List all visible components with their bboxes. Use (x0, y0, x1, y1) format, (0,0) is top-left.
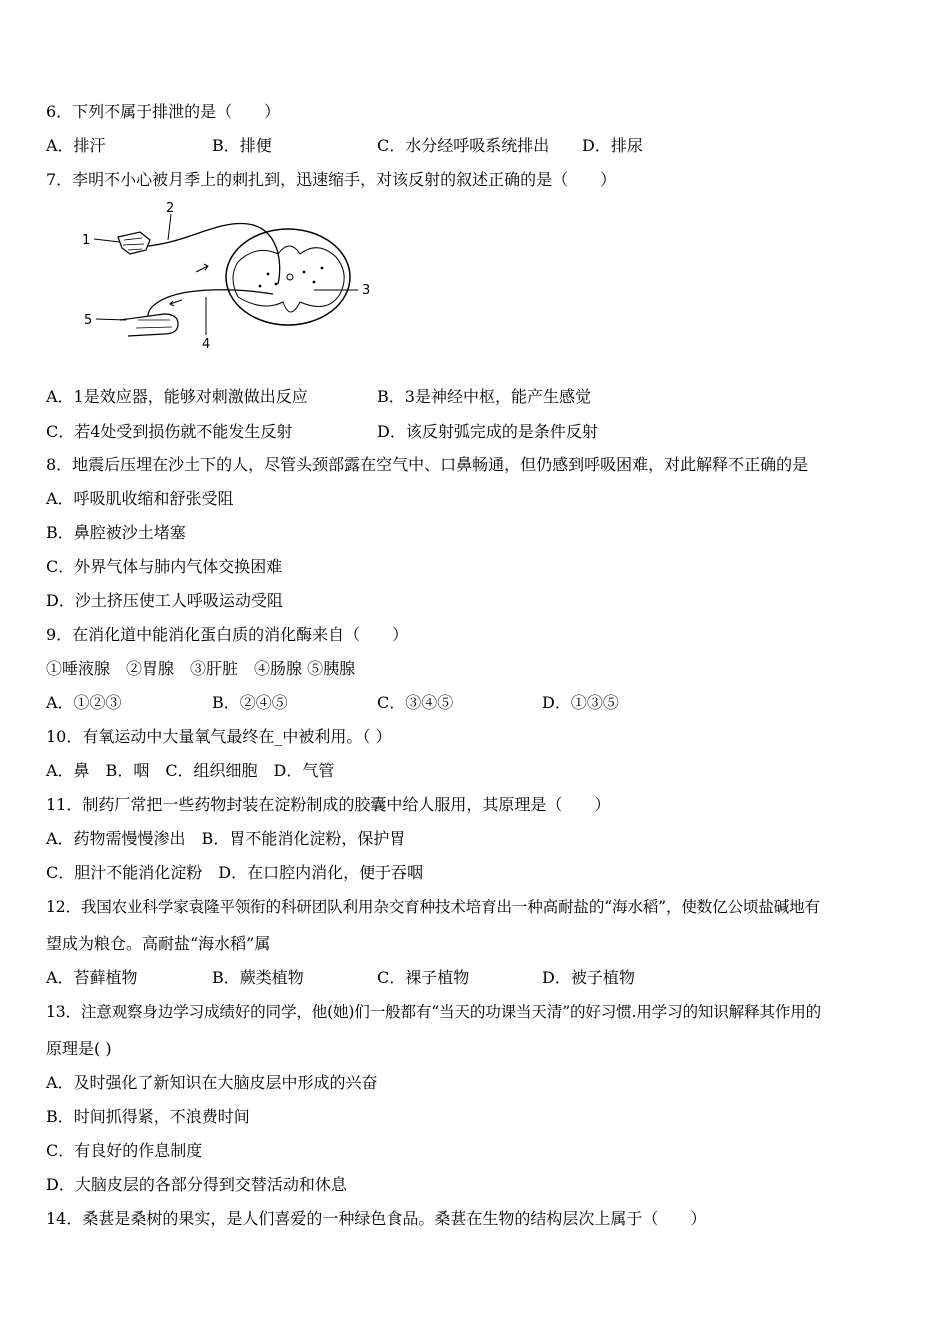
q6-option-a: A．排汗 (46, 136, 106, 155)
q12-stem-line2: 望成为粮仓。高耐盐“海水稻”属 (46, 934, 271, 953)
q11-options-line2: C．胆汁不能消化淀粉 D．在口腔内消化，便于吞咽 (46, 863, 424, 882)
q10-options: A．鼻 B．咽 C．组织细胞 D．气管 (46, 761, 335, 780)
q14-stem: 14．桑葚是桑树的果实，是人们喜爱的一种绿色食品。桑葚在生物的结构层次上属于（ ） (46, 1209, 707, 1228)
q8-option-c: C．外界气体与肺内气体交换困难 (46, 557, 283, 576)
q7-option-d: D．该反射弧完成的是条件反射 (377, 422, 598, 441)
q12-option-d: D．被子植物 (542, 968, 635, 987)
q11-stem: 11．制药厂常把一些药物封装在淀粉制成的胶囊中给人服用，其原理是（ ） (46, 795, 611, 814)
figure-label-2: 2 (166, 202, 175, 216)
q13-stem-line1: 13．注意观察身边学习成绩好的同学，他(她)们一般都有“当天的功课当天清”的好习惯.用学习的知识解释其作用的 (46, 1003, 822, 1021)
q6-option-b: B．排便 (212, 136, 272, 155)
q9-items: ①唾液腺 ②胃腺 ③肝脏 ④肠腺 ⑤胰腺 (46, 659, 356, 678)
q12-option-c: C．裸子植物 (377, 968, 470, 987)
q7-option-c: C．若4处受到损伤就不能发生反射 (46, 422, 293, 441)
q12-option-a: A．苔藓植物 (46, 968, 138, 987)
q13-option-a: A．及时强化了新知识在大脑皮层中形成的兴奋 (46, 1073, 378, 1092)
q10-stem: 10．有氧运动中大量氧气最终在_中被利用。（ ） (46, 727, 392, 746)
q9-option-c: C．③④⑤ (377, 693, 454, 712)
q6-stem: 6．下列不属于排泄的是（ ） (46, 102, 281, 121)
q9-option-a: A．①②③ (46, 693, 122, 712)
figure-label-4: 4 (202, 337, 211, 352)
q8-option-a: A．呼吸肌收缩和舒张受阻 (46, 489, 234, 508)
reflex-arc-figure (78, 202, 378, 352)
q8-stem: 8．地震后压埋在沙土下的人，尽管头颈部露在空气中、口鼻畅通，但仍感到呼吸困难，对此解释不正确的是 (46, 455, 809, 474)
q9-option-b: B．②④⑤ (212, 693, 288, 712)
q6-option-d: D．排尿 (582, 136, 643, 155)
q13-option-c: C．有良好的作息制度 (46, 1141, 203, 1160)
q13-option-d: D．大脑皮层的各部分得到交替活动和休息 (46, 1175, 347, 1194)
q8-option-b: B．鼻腔被沙土堵塞 (46, 523, 186, 542)
q8-option-d: D．沙土挤压使工人呼吸运动受阻 (46, 591, 283, 610)
q9-stem: 9．在消化道中能消化蛋白质的消化酶来自（ ） (46, 625, 409, 644)
q13-stem-line2: 原理是( ) (46, 1039, 112, 1058)
q7-option-a: A．1是效应器，能够对刺激做出反应 (46, 387, 308, 406)
figure-label-3: 3 (362, 283, 371, 298)
q9-option-d: D．①③⑤ (542, 693, 619, 712)
q12-stem-line1: 12．我国农业科学家袁隆平领衔的科研团队利用杂交育种技术培育出一种高耐盐的“海水稻”，使数亿公顷盐碱地有 (46, 898, 820, 916)
q7-stem: 7．李明不小心被月季上的刺扎到，迅速缩手，对该反射的叙述正确的是（ ） (46, 170, 617, 189)
figure-label-1: 1 (82, 233, 91, 248)
q6-option-c: C．水分经呼吸系统排出 (377, 136, 550, 155)
q11-options-line1: A．药物需慢慢渗出 B．胃不能消化淀粉，保护胃 (46, 829, 406, 848)
q7-option-b: B．3是神经中枢，能产生感觉 (377, 387, 591, 406)
q13-option-b: B．时间抓得紧，不浪费时间 (46, 1107, 250, 1126)
q12-option-b: B．蕨类植物 (212, 968, 304, 987)
figure-label-5: 5 (84, 313, 93, 328)
